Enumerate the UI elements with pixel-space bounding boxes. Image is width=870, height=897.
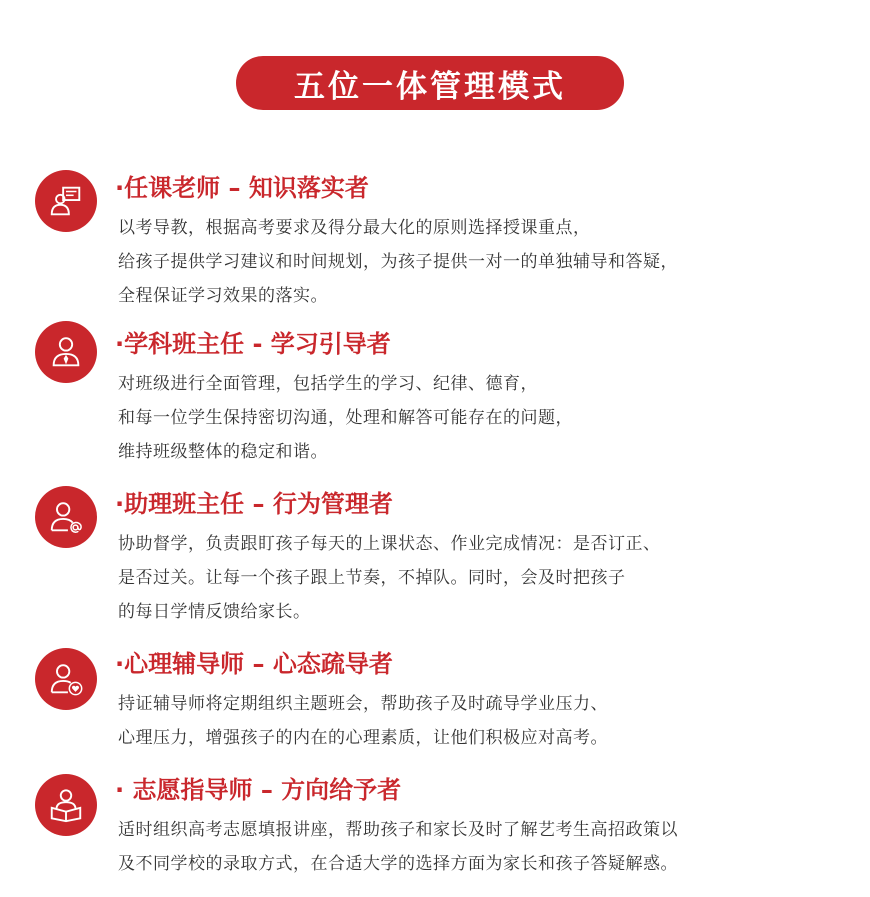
body-line: 的每日学情反馈给家长。 [118, 602, 311, 622]
body-line: 和每一位学生保持密切沟通，处理和解答可能存在的问题， [118, 408, 573, 428]
section-body [118, 813, 678, 881]
body-line: 是否过关。让每一个孩子跟上节奏，不掉队。同时，会及时把孩子 [118, 568, 626, 588]
page-title: 五位一体管理模式 [236, 56, 624, 110]
person-heart-icon [35, 648, 97, 710]
body-line: 全程保证学习效果的落实。 [118, 286, 328, 306]
body-line: 维持班级整体的稳定和谐。 [118, 442, 328, 462]
person-book-icon [35, 774, 97, 836]
section-body [118, 367, 573, 469]
section-heading: ·任课老师 – 知识落实者 [115, 174, 369, 202]
section-assistant-head [0, 486, 870, 622]
person-at-icon [35, 486, 97, 548]
section-heading: ·助理班主任 – 行为管理者 [115, 490, 393, 518]
person-tie-icon [35, 321, 97, 383]
body-line: 给孩子提供学习建议和时间规划，为孩子提供一对一的单独辅导和答疑， [118, 252, 678, 272]
section-application-advisor [0, 772, 870, 882]
section-counselor [0, 646, 870, 746]
body-line: 对班级进行全面管理，包括学生的学习、纪律、德育， [118, 374, 538, 394]
section-body [118, 527, 661, 629]
body-line: 心理压力，增强孩子的内在的心理素质，让他们积极应对高考。 [118, 728, 608, 748]
section-heading: · 志愿指导师 – 方向给予者 [115, 776, 402, 804]
section-body [118, 211, 678, 313]
teacher-presentation-icon [35, 170, 97, 232]
body-line: 协助督学，负责跟盯孩子每天的上课状态、作业完成情况：是否订正、 [118, 534, 661, 554]
section-class-head [0, 326, 870, 462]
body-line: 持证辅导师将定期组织主题班会，帮助孩子及时疏导学业压力、 [118, 694, 608, 714]
section-body [118, 687, 608, 755]
section-heading: ·学科班主任 - 学习引导者 [115, 330, 391, 358]
body-line: 以考导教，根据高考要求及得分最大化的原则选择授课重点， [118, 218, 591, 238]
section-heading: ·心理辅导师 – 心态疏导者 [115, 650, 393, 678]
body-line: 及不同学校的录取方式，在合适大学的选择方面为家长和孩子答疑解惑。 [118, 854, 678, 874]
section-subject-teacher [0, 170, 870, 306]
body-line: 适时组织高考志愿填报讲座，帮助孩子和家长及时了解艺考生高招政策以 [118, 820, 678, 840]
